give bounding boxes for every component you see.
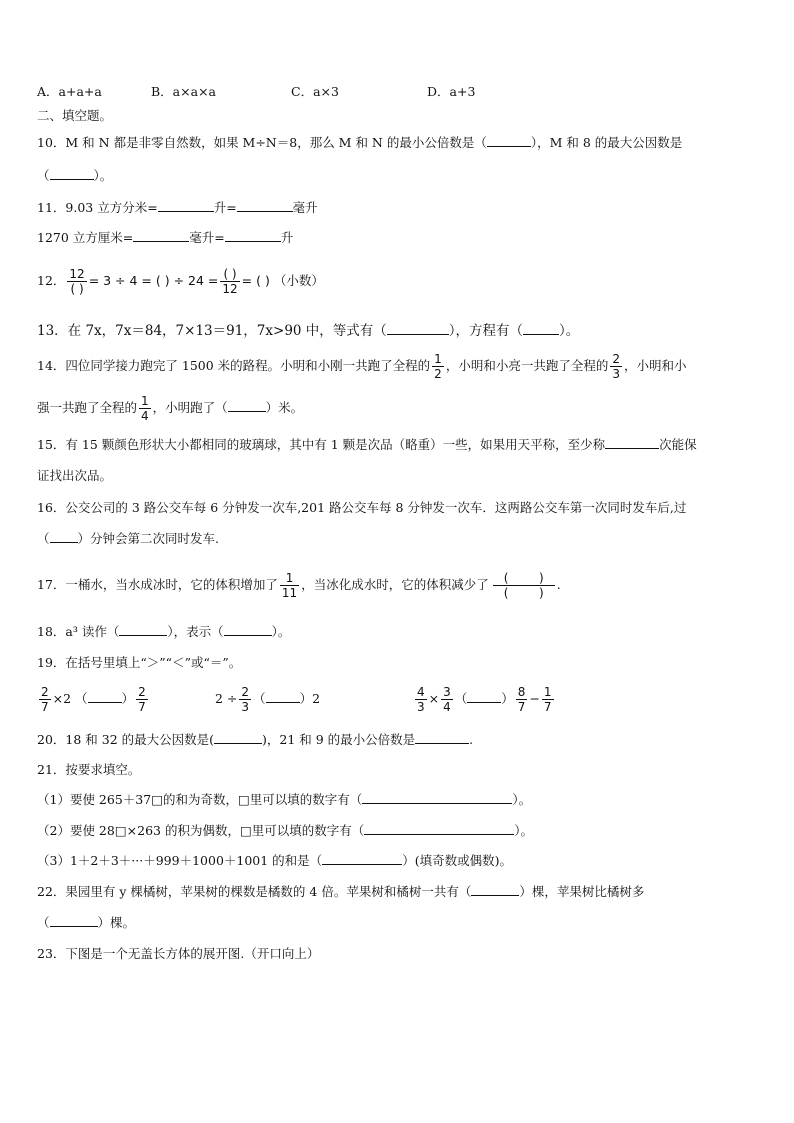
q16-line1: 16．公交公司的 3 路公交车每 6 分钟发一次车,201 路公交车每 8 分钟发一次车．这两路公交车第一次同时发车后,过 — [37, 500, 687, 515]
answer-blank[interactable] — [467, 691, 501, 703]
answer-blank[interactable] — [523, 323, 559, 335]
fraction: $\frac{12}{( )}$ — [69, 267, 85, 296]
answer-blank[interactable] — [487, 135, 531, 147]
answer-blank[interactable] — [387, 323, 449, 335]
q10-line1: 10．M 和 N 都是非零自然数，如果 M÷N＝8，那么 M 和 N 的最小公倍数是（ ），M 和 8 的最大公因数是 — [37, 135, 683, 150]
q10-line2: （ ）。 — [37, 168, 113, 183]
answer-blank[interactable] — [364, 823, 514, 835]
answer-blank[interactable] — [228, 400, 266, 412]
q14-line2: 强一共跑了全程的 $\frac{1}{4}$ ，小明跑了（ ）米。 — [37, 394, 304, 423]
answer-blank[interactable] — [225, 230, 281, 242]
answer-blank[interactable] — [119, 624, 167, 636]
q17: 17．一桶水，当水成冰时，它的体积增加了 $\frac{1}{11}$ ，当冰化成水时，它的体积减少了 $\frac{( )}{( )}$ . — [37, 571, 561, 600]
answer-blank[interactable] — [88, 691, 122, 703]
answer-blank[interactable] — [133, 230, 189, 242]
q21-sub2: （2）要使 28□×263 的积为偶数，□里可以填的数字有（ ）。 — [37, 823, 534, 838]
answer-blank[interactable] — [50, 531, 78, 543]
section-heading: 二、填空题。 — [37, 108, 113, 123]
q19-title: 19．在括号里填上“＞”“＜”或“＝”。 — [37, 655, 242, 670]
answer-blank[interactable] — [214, 732, 262, 744]
option-b: B．a×a×a — [151, 84, 216, 99]
q19-row: $\frac{2}{7}$ ×2 （ ） $\frac{2}{7}$ 2 ÷ $\frac{2}{3}$ （ ）2 $\frac{4}{3}$ × $\frac{3}{4}$ （ ） $\frac{8}{7}$ − $\frac{1}{7}$ — [41, 685, 552, 714]
option-d: D．a+3 — [427, 84, 476, 99]
option-a: A．a+a+a — [37, 84, 102, 99]
answer-blank[interactable] — [322, 853, 402, 865]
q11-line2: 1270 立方厘米= 毫升= 升 — [37, 230, 294, 245]
answer-blank[interactable] — [266, 691, 300, 703]
q15-line1: 15．有 15 颗颜色形状大小都相同的玻璃球，其中有 1 颗是次品（略重）一些，如果用天平称，至少称 次能保 — [37, 437, 697, 452]
q21-sub1: （1）要使 265＋37□的和为奇数，□里可以填的数字有（ ）。 — [37, 792, 532, 807]
q18: 18．a³ 读作（ ），表示（ ）。 — [37, 624, 291, 639]
answer-blank[interactable] — [471, 884, 519, 896]
answer-blank[interactable] — [50, 168, 94, 180]
q23: 23．下图是一个无盖长方体的展开图.（开口向上） — [37, 946, 320, 961]
q21-sub3: （3）1＋2＋3＋···＋999＋1000＋1001 的和是（ ）(填奇数或偶数)。 — [37, 853, 512, 868]
q22-line1: 22．果园里有 y 棵橘树，苹果树的棵数是橘数的 4 倍。苹果树和橘树一共有（ ）棵，苹果树比橘树多 — [37, 884, 645, 899]
fraction: $\frac{( )}{12}$ — [222, 267, 238, 296]
answer-blank[interactable] — [415, 732, 469, 744]
answer-blank[interactable] — [50, 915, 98, 927]
answer-fraction[interactable]: $\frac{( )}{( )}$ — [493, 571, 555, 600]
q12: 12． $\frac{12}{( )}$ = 3 ÷ 4 = ( ) ÷ 24 = $\frac{( )}{12}$ = ( ) （小数） — [37, 267, 324, 296]
q20: 20．18 和 32 的最大公因数是( )，21 和 9 的最小公倍数是 . — [37, 732, 474, 747]
answer-blank[interactable] — [158, 200, 214, 212]
q14-line1: 14．四位同学接力跑完了 1500 米的路程。小明和小刚一共跑了全程的 $\frac{1}{2}$ ，小明和小亮一共跑了全程的 $\frac{2}{3}$ ，小明和小 — [37, 352, 687, 381]
q21-title: 21．按要求填空。 — [37, 762, 141, 777]
answer-blank[interactable] — [362, 792, 512, 804]
q16-line2: （ ）分钟会第二次同时发车. — [37, 531, 219, 546]
answer-blank[interactable] — [237, 200, 293, 212]
answer-blank[interactable] — [605, 437, 659, 449]
q15-line2: 证找出次品。 — [37, 468, 113, 483]
option-c: C．a×3 — [291, 84, 339, 99]
q22-line2: （ ）棵。 — [37, 915, 136, 930]
q11-line1: 11．9.03 立方分米= 升= 毫升 — [37, 200, 318, 215]
q9-options — [37, 84, 475, 100]
answer-blank[interactable] — [224, 624, 272, 636]
q13: 13．在 7x，7x＝84，7×13＝91，7x>90 中，等式有（ ），方程有（ ）。 — [37, 323, 580, 339]
